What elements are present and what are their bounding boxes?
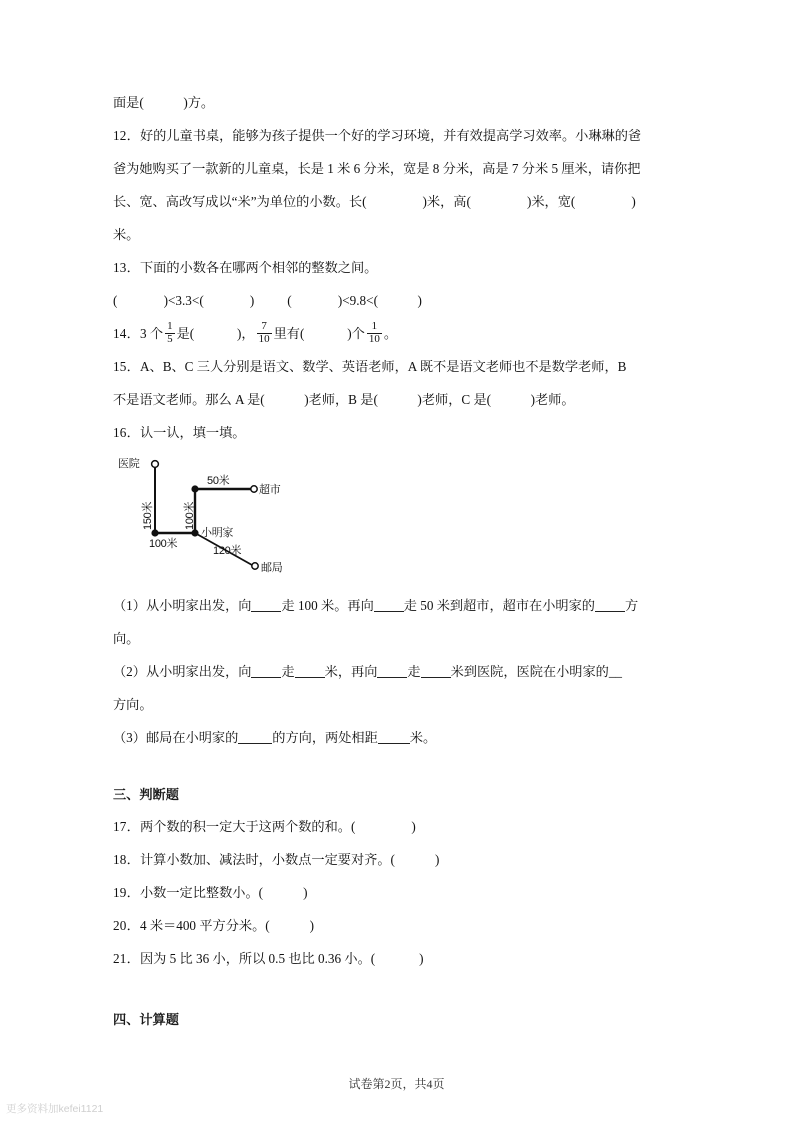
fraction-one-fifth <box>165 321 175 346</box>
q16-sub2c: 米，再向 <box>324 664 378 679</box>
q13-blank-4[interactable] <box>378 284 418 317</box>
q16-sub2b: 走 <box>281 664 295 679</box>
q12-blank-length[interactable] <box>366 185 422 218</box>
judgement-answer-blank[interactable] <box>263 876 303 909</box>
judgement-text: 因为 5 比 36 小，所以 0.5 也比 0.36 小。( <box>139 951 376 966</box>
q14-t1: 3 个 <box>139 326 164 341</box>
q13-b-open: ( <box>287 293 292 308</box>
question-11-tail <box>113 86 681 119</box>
q16-blank-dir-5[interactable] <box>377 664 407 678</box>
q13-stem: 下面的小数各在哪两个相邻的整数之间。 <box>139 260 378 275</box>
q16-sub2a: （2）从小明家出发，向 <box>113 664 252 679</box>
judgement-item <box>113 876 681 909</box>
map-distance-post-office: 120米 <box>213 545 242 557</box>
fraction-numerator: 1 <box>167 319 173 332</box>
q14-blank-2[interactable] <box>304 317 347 350</box>
question-15-line2 <box>113 383 681 416</box>
judgement-paren-close: ) <box>434 852 440 867</box>
q16-sub1d: 方 <box>625 598 639 613</box>
q16-sub1c: 走 50 米到超市，超市在小明家的 <box>403 598 595 613</box>
q15-blank-b[interactable] <box>378 383 418 416</box>
q12-line3a: 长、宽、高改写成以“米”为单位的小数。长( <box>113 194 367 209</box>
q16-sub1b: 走 100 米。再向 <box>281 598 374 613</box>
map-label-hospital: 医院 <box>118 458 140 470</box>
q13-blank-2[interactable] <box>204 284 250 317</box>
q13-a-mid: )<3.3<( <box>163 293 204 308</box>
section-3-items <box>113 810 681 975</box>
judgement-number: 20． <box>113 918 140 933</box>
question-12-line3 <box>113 185 681 218</box>
judgement-number: 17． <box>113 819 140 834</box>
location-map-diagram <box>117 451 377 579</box>
question-13-answers <box>113 284 681 317</box>
q16-sub2d: 走 <box>407 664 421 679</box>
q16-sub3b: 的方向，两处相距 <box>272 730 378 745</box>
page-content <box>113 86 681 1035</box>
question-16-sub-2-cont <box>113 688 681 721</box>
q14-number: 14． <box>113 326 140 341</box>
question-16-sub-3 <box>113 721 681 754</box>
q16-sub2e: 米到医院，医院在小明家的__ <box>450 664 623 679</box>
judgement-item <box>113 942 681 975</box>
q16-sub2f: 方向。 <box>113 697 153 712</box>
q15-blank-c[interactable] <box>491 383 531 416</box>
map-distance-supermarket: 50米 <box>207 475 230 487</box>
q11-blank[interactable] <box>144 86 184 119</box>
node-home <box>191 529 198 536</box>
q13-blank-1[interactable] <box>117 284 163 317</box>
q12-line3b: )米，高( <box>422 194 471 209</box>
question-16 <box>113 416 681 449</box>
judgement-number: 21． <box>113 951 140 966</box>
q15-line2a: 不是语文老师。那么 A 是( <box>113 392 265 407</box>
judgement-text: 两个数的积一定大于这两个数的和。( <box>139 819 356 834</box>
q13-a-open: ( <box>113 293 118 308</box>
judgement-paren-close: ) <box>303 885 308 900</box>
judgement-paren-close: ) <box>411 819 416 834</box>
q14-blank-1[interactable] <box>194 317 237 350</box>
q15-blank-a[interactable] <box>265 383 305 416</box>
judgement-paren-close: ) <box>419 951 424 966</box>
judgement-paren-close: ) <box>309 918 315 933</box>
q16-blank-dir-6[interactable] <box>238 730 272 744</box>
q13-a-close: ) <box>249 293 255 308</box>
q16-blank-direction-3[interactable] <box>595 598 625 612</box>
q13-blank-3[interactable] <box>292 284 338 317</box>
judgement-item <box>113 810 681 843</box>
judgement-answer-blank[interactable] <box>375 942 419 975</box>
q12-line2-text: 爸为她购买了一款新的儿童桌，长是 1 米 6 分米，宽是 8 分米，高是 7 分米 5 厘米，请你把 <box>113 161 641 176</box>
judgement-number: 18． <box>113 852 140 867</box>
fraction-seven-tenths <box>257 321 272 346</box>
question-12-line4 <box>113 218 681 251</box>
fraction-denominator: 10 <box>368 332 380 345</box>
q12-line4-text: 米。 <box>113 227 140 242</box>
q16-sub1a: （1）从小明家出发，向 <box>113 598 252 613</box>
question-16-sub-1-cont <box>113 622 681 655</box>
judgement-answer-blank[interactable] <box>355 810 411 843</box>
question-13 <box>113 251 681 284</box>
judgement-text: 计算小数加、减法时，小数点一定要对齐。( <box>139 852 395 867</box>
q14-t4: 里有( <box>273 326 305 341</box>
q11-pre: 面是( <box>113 95 144 110</box>
q16-sub3a: （3）邮局在小明家的 <box>113 730 239 745</box>
q13-b-mid: )<9.8<( <box>337 293 378 308</box>
section-4-heading: 四、计算题 <box>113 1012 179 1027</box>
judgement-text: 小数一定比整数小。( <box>139 885 264 900</box>
q16-stem: 认一认，填一填。 <box>139 425 246 440</box>
question-16-sub-2 <box>113 655 681 688</box>
q16-blank-dist-3[interactable] <box>378 730 410 744</box>
map-distance-west: 100米 <box>149 538 178 550</box>
q11-post: )方。 <box>183 95 215 110</box>
q12-line3d: ) <box>631 194 636 209</box>
judgement-answer-blank[interactable] <box>270 909 310 942</box>
section-3-heading: 三、判断题 <box>113 787 179 802</box>
q16-blank-dir-4[interactable] <box>251 664 281 678</box>
q14-t6: 。 <box>383 326 398 341</box>
judgement-number: 19． <box>113 885 140 900</box>
q14-t2: 是( <box>176 326 195 341</box>
question-14 <box>113 317 681 350</box>
q15-line2c: )老师，C 是( <box>417 392 492 407</box>
node-supermarket <box>251 486 257 492</box>
fraction-one-tenth <box>367 321 382 346</box>
judgement-item <box>113 843 681 876</box>
q12-number: 12． <box>113 128 140 143</box>
node-north-corner <box>191 485 198 492</box>
question-15 <box>113 350 681 383</box>
fraction-denominator: 5 <box>167 332 173 345</box>
q16-blank-dist-2[interactable] <box>421 664 451 678</box>
q12-line1: 好的儿童书桌，能够为孩子提供一个好的学习环境，并有效提高学习效率。小琳琳的爸 <box>139 128 642 143</box>
map-label-supermarket: 超市 <box>259 484 281 496</box>
judgement-answer-blank[interactable] <box>395 843 435 876</box>
question-12 <box>113 119 681 152</box>
node-post-office <box>252 563 258 569</box>
watermark-text: 更多资料加kefei1121 <box>6 1103 104 1115</box>
q14-t3: )， <box>237 326 255 341</box>
map-label-home: 小明家 <box>201 527 234 539</box>
spacer-after-map <box>113 579 681 589</box>
map-distance-north: 100米 <box>184 501 196 530</box>
q13-gap <box>254 284 287 317</box>
q15-line2b: )老师，B 是( <box>304 392 378 407</box>
judgement-text: 4 米＝400 平方分米。( <box>139 918 270 933</box>
q16-sub3c: 米。 <box>409 730 437 745</box>
node-hospital <box>152 461 159 468</box>
q13-b-close: ) <box>417 293 422 308</box>
q16-sub1e: 向。 <box>113 631 140 646</box>
q16-blank-direction-2[interactable] <box>374 598 404 612</box>
q16-number: 16． <box>113 425 140 440</box>
q15-line1: A、B、C 三人分别是语文、数学、英语老师，A 既不是语文老师也不是数学老师，B <box>139 359 627 374</box>
page-footer: 试卷第2页，共4页 <box>348 1077 445 1091</box>
fraction-numerator: 1 <box>371 319 378 332</box>
q12-blank-width[interactable] <box>575 185 631 218</box>
q15-number: 15． <box>113 359 140 374</box>
question-12-line2 <box>113 152 681 185</box>
spacer-before-section-4 <box>113 975 681 1005</box>
map-label-post-office: 邮局 <box>261 562 283 574</box>
judgement-item <box>113 909 681 942</box>
map-svg <box>117 451 377 579</box>
question-16-sub-1 <box>113 589 681 622</box>
spacer-before-section-3 <box>113 754 681 780</box>
q12-line3c: )米，宽( <box>526 194 576 209</box>
map-distance-hospital: 150米 <box>142 501 154 530</box>
q14-t5: )个 <box>347 326 365 341</box>
q12-blank-height[interactable] <box>471 185 527 218</box>
q13-number: 13． <box>113 260 140 275</box>
fraction-numerator: 7 <box>261 319 267 332</box>
q16-blank-dist-1[interactable] <box>295 664 325 678</box>
q15-line2d: )老师。 <box>530 392 575 407</box>
fraction-denominator: 10 <box>258 332 270 345</box>
q16-blank-direction-1[interactable] <box>251 598 281 612</box>
